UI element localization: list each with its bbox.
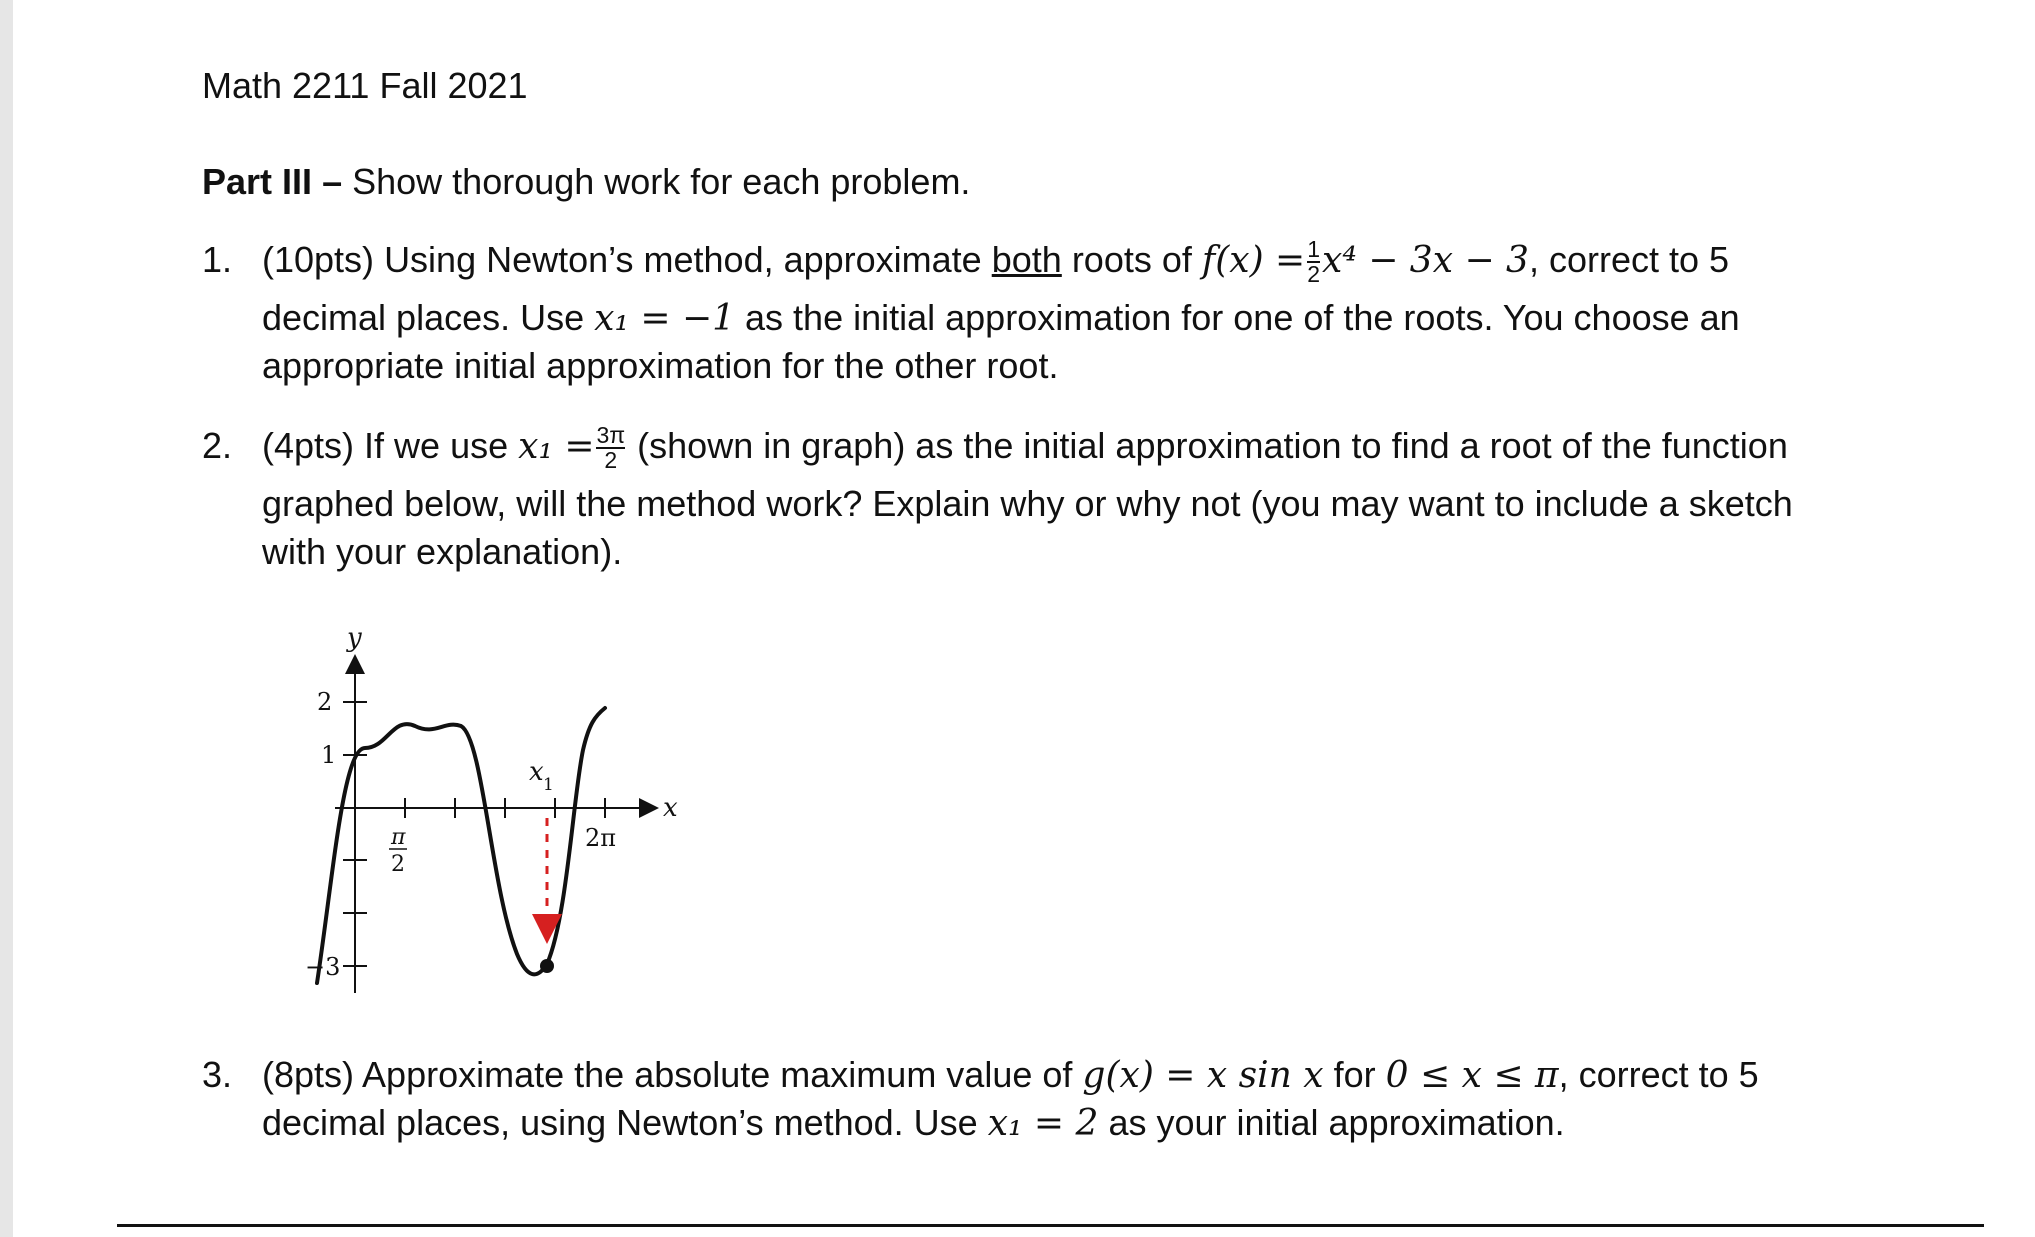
y-tick-label-neg3: −3: [305, 953, 341, 981]
problem-1-formula-tail: , correct to 5: [1528, 239, 1730, 280]
problem-2-x1: x₁ =: [518, 426, 595, 467]
problem-1-line-3: appropriate initial approximation for the other root.: [262, 345, 1059, 386]
y-tick-label-1: 1: [321, 741, 337, 769]
problem-3-range: 0 ≤ x ≤ π: [1385, 1055, 1559, 1096]
problem-1-underlined-word: both: [991, 239, 1062, 280]
fraction-numerator: 1: [1307, 236, 1321, 263]
problem-3-line-2: [262, 1101, 1565, 1146]
x-tick-label-2pi: 2π: [585, 824, 617, 852]
y-axis-label: y: [347, 623, 362, 653]
problem-1-formula-lhs: f(x) =: [1201, 240, 1306, 281]
problem-2-points: (4pts): [262, 425, 355, 466]
course-header: Math 2211 Fall 2021: [202, 65, 528, 106]
problem-1-line-2: [262, 296, 1740, 341]
x-axis-label: x: [663, 793, 678, 823]
x1-marker-subscript: 1: [543, 775, 554, 795]
y-tick-label-2: 2: [317, 688, 333, 716]
problem-1-line2-a: decimal places. Use: [262, 297, 585, 338]
part-label: Part III: [202, 161, 313, 202]
x1-marker-label: x: [529, 757, 544, 787]
part-instructions: Show thorough work for each problem.: [352, 161, 971, 202]
problem-1-line-1: [262, 238, 1729, 286]
problem-1-number: 1.: [202, 239, 233, 280]
problem-2-line-1: [262, 424, 1788, 472]
initial-point: [540, 959, 554, 973]
x-tick-label-pi-num: π: [391, 825, 406, 850]
problem-1-formula-rest: x⁴ − 3x − 3: [1322, 240, 1529, 281]
problem-2-text-b: (shown in graph) as the initial approximation to find a root of the function: [637, 425, 1788, 466]
problem-1-points: (10pts): [262, 239, 375, 280]
problem-3-text-a: Approximate the absolute maximum value of: [362, 1054, 1073, 1095]
problem-3-line-1: [262, 1053, 1759, 1098]
problem-3-points: (8pts): [262, 1054, 355, 1095]
problem-3-line2-a: decimal places, using Newton’s method. Use: [262, 1102, 978, 1143]
problem-2-line-3: with your explanation).: [262, 531, 623, 572]
function-graph: [255, 598, 705, 1018]
fraction-denominator: 2: [604, 447, 618, 474]
problem-3-formula: g(x) = x sin x: [1082, 1055, 1324, 1096]
problem-3-initial-value: x₁ = 2: [987, 1103, 1099, 1144]
problem-2-number: 2.: [202, 425, 233, 466]
problem-1-text-a: Using Newton’s method, approximate: [384, 239, 982, 280]
fraction-denominator: 2: [1307, 261, 1321, 288]
problem-3-text-b: for: [1333, 1054, 1376, 1095]
problem-3-number: 3.: [202, 1054, 233, 1095]
page-left-edge: [0, 0, 13, 1237]
part-dash: –: [322, 161, 343, 202]
bottom-rule: [117, 1224, 1984, 1227]
problem-1-text-b: roots of: [1071, 239, 1192, 280]
problem-1-fraction: [1307, 238, 1320, 286]
problem-2-line-2: graphed below, will the method work? Explain why or why not (you may want to include a sketch: [262, 483, 1793, 524]
problem-3-text-c: , correct to 5: [1558, 1054, 1759, 1095]
x-tick-label-pi-den: 2: [391, 852, 405, 877]
problem-2-text-a: If we use: [364, 425, 509, 466]
problem-3-line2-b: as your initial approximation.: [1108, 1102, 1565, 1143]
fraction-numerator: 3π: [596, 422, 626, 449]
problem-1-line2-b: as the initial approximation for one of the roots. You choose an: [745, 297, 1740, 338]
problem-2-fraction: [596, 424, 625, 472]
part-heading: [202, 160, 970, 204]
problem-1-initial-value: x₁ = −1: [594, 298, 736, 339]
